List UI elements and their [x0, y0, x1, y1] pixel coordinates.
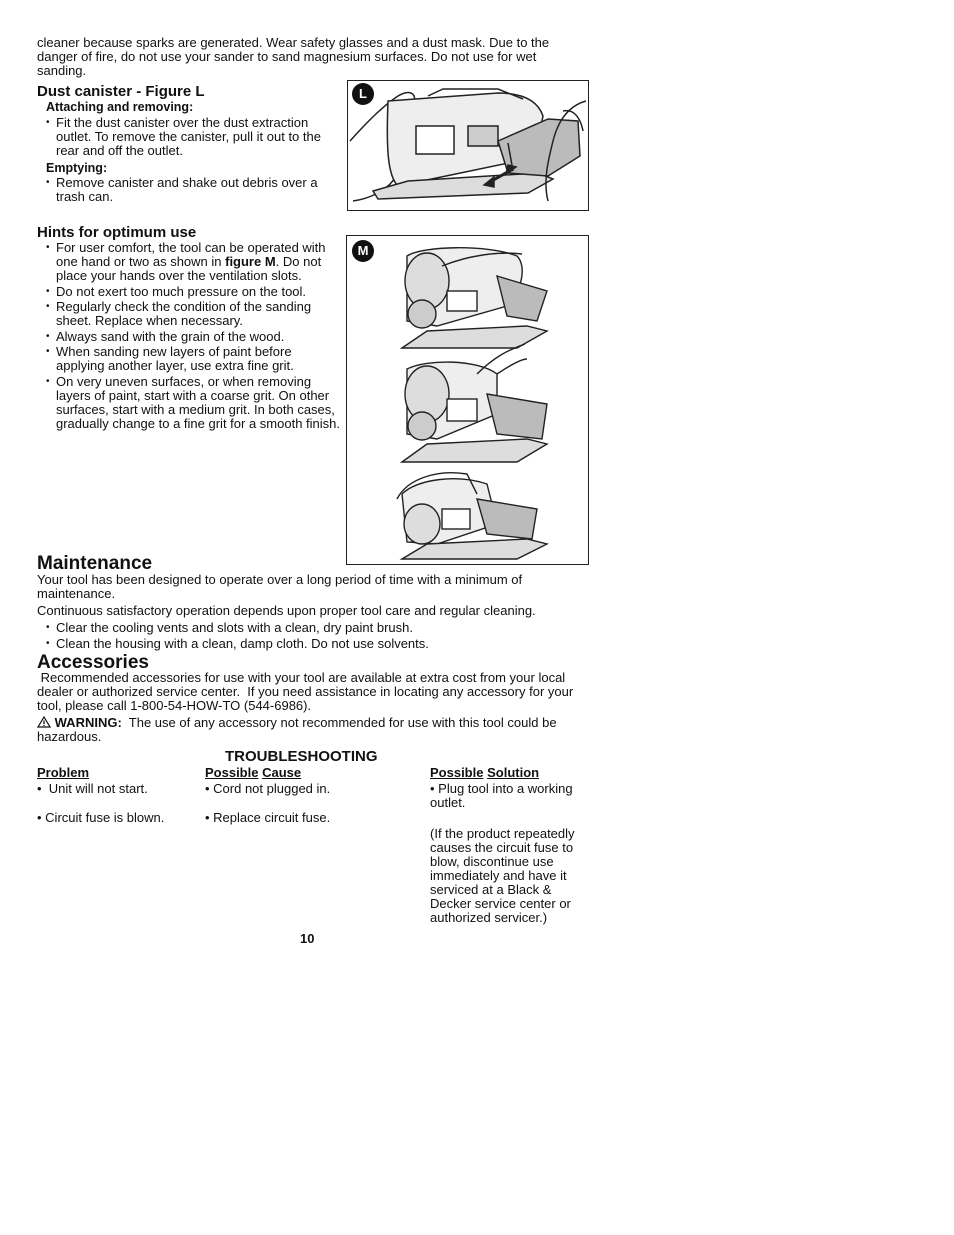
table-cell: • Cord not plugged in.: [205, 781, 331, 796]
sander-dust-canister-illustration: [348, 81, 588, 210]
list-item: • Remove canister and shake out debris over a trash can.: [37, 176, 339, 204]
problem-column-header: Problem: [37, 765, 90, 780]
list-item: • When sanding new layers of paint before applying another layer, use extra fine grit.: [37, 345, 343, 373]
list-item: • Do not exert too much pressure on the tool.: [37, 285, 343, 299]
figure-m-badge: M: [352, 240, 374, 262]
maintenance-paragraph-2: Continuous satisfactory operation depends upon proper tool care and regular cleaning.: [37, 603, 536, 618]
maintenance-heading: Maintenance: [37, 553, 153, 574]
warning-triangle-icon: [37, 716, 51, 728]
dust-canister-heading: Dust canister - Figure L: [37, 83, 205, 100]
warning-label: WARNING:: [54, 715, 122, 730]
sander-grip-illustrations: [347, 236, 588, 564]
troubleshooting-title: TROUBLESHOOTING: [225, 748, 378, 765]
list-item: • For user comfort, the tool can be operated with one hand or two as shown in figure M. Do not place your hands over the ventilation slots.: [37, 241, 343, 283]
table-cell: • Circuit fuse is blown.: [37, 810, 165, 825]
maintenance-paragraph-1: Your tool has been designed to operate over a long period of time with a minimum of maintenance.: [37, 572, 523, 601]
page-number: 10: [300, 931, 315, 946]
figure-l-badge: L: [352, 83, 374, 105]
warning-text: The use of any accessory not recommended for use with this tool could be hazardous.: [37, 715, 561, 744]
figure-m: [346, 235, 589, 565]
maintenance-list: [37, 621, 589, 652]
list-item: • Regularly check the condition of the sanding sheet. Replace when necessary.: [37, 300, 343, 328]
emptying-list: [37, 176, 339, 206]
list-item: • Clean the housing with a clean, damp cloth. Do not use solvents.: [37, 637, 589, 651]
hints-heading: Hints for optimum use: [37, 224, 197, 241]
figure-l: [347, 80, 589, 211]
list-item: • On very uneven surfaces, or when removing layers of paint, start with a coarse grit. On other surfaces, start with a medium grit. In both cases, gradually change to a fine grit for a smooth finish.: [37, 375, 343, 431]
table-cell: • Plug tool into a working outlet.: [430, 781, 573, 810]
intro-paragraph: cleaner because sparks are generated. Wear safety glasses and a dust mask. Due to the danger of fire, do not use your sander to sand magnesium surfaces. Do not use for wet sanding.: [37, 35, 550, 78]
hints-list: [37, 241, 343, 432]
table-cell: • Unit will not start.: [37, 781, 148, 796]
table-cell: • Replace circuit fuse.: [205, 810, 331, 825]
cause-column-header: Possible Cause: [205, 765, 302, 780]
solution-column-header: Possible Solution: [430, 765, 540, 780]
accessories-heading: Accessories: [37, 652, 149, 673]
accessories-paragraph: Recommended accessories for use with your tool are available at extra cost from your local dealer or authorized service center. If you need assistance in locating any accessory for your tool, please call 1-800-54-HOW-TO (544-6986).: [37, 670, 577, 713]
emptying-subheading: Emptying:: [46, 161, 108, 175]
warning-paragraph: [37, 716, 593, 744]
table-cell: (If the product repeatedly causes the circuit fuse to blow, discontinue use immediately and have it serviced at a Black & Decker service center or authorized servicer.): [430, 826, 575, 925]
list-item: • Clear the cooling vents and slots with a clean, dry paint brush.: [37, 621, 589, 635]
attaching-subheading: Attaching and removing:: [46, 100, 194, 114]
list-item: • Always sand with the grain of the wood.: [37, 330, 343, 344]
attaching-list: [37, 116, 339, 160]
list-item: • Fit the dust canister over the dust extraction outlet. To remove the canister, pull it out to the rear and off the outlet.: [37, 116, 339, 158]
